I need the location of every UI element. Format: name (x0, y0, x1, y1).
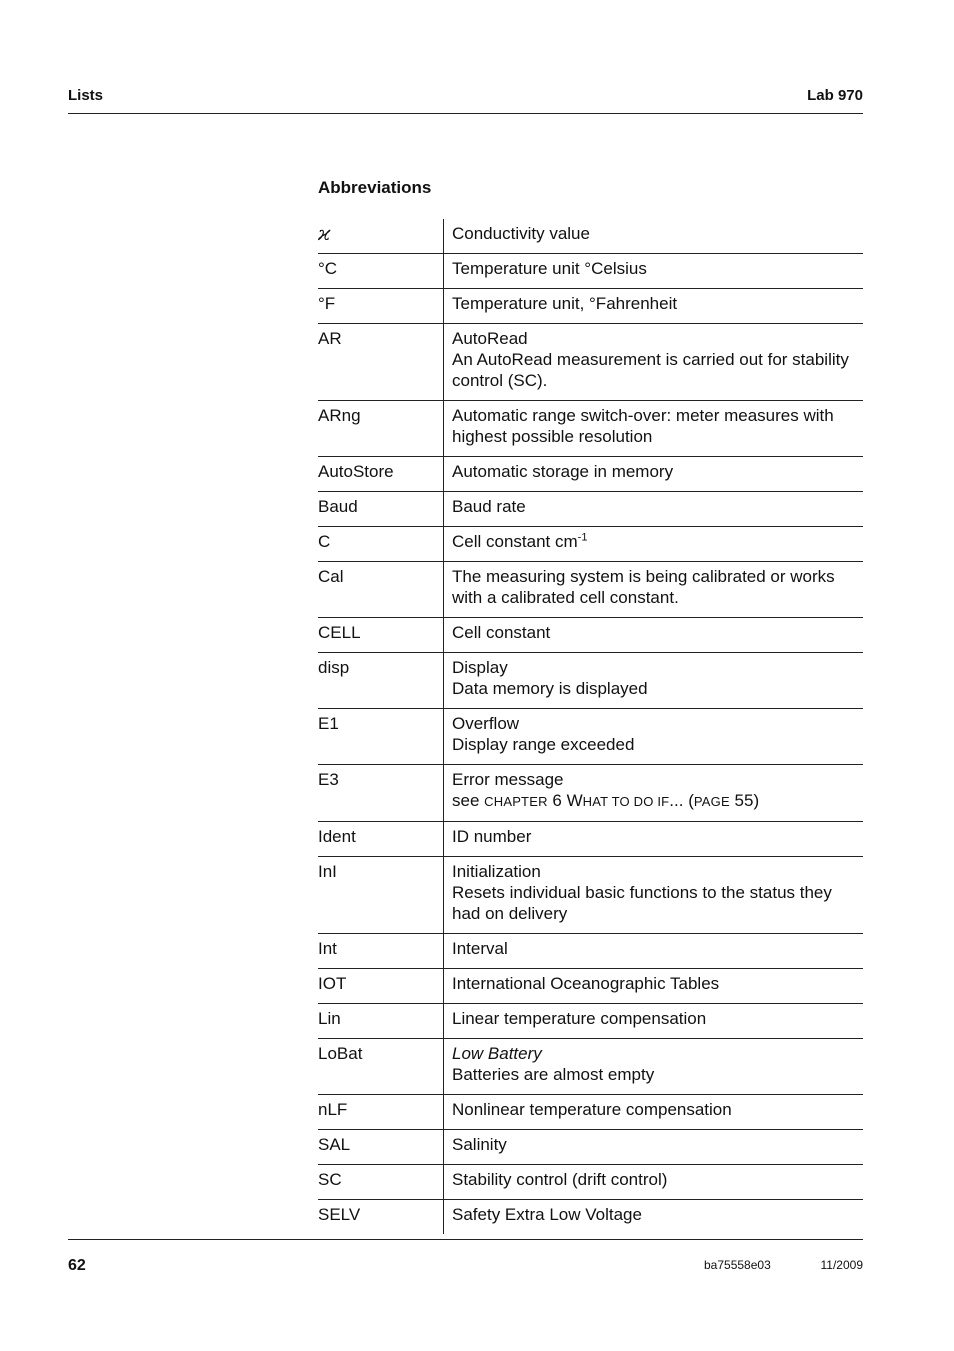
abbreviation-term: LoBat (318, 1039, 444, 1095)
abbreviation-term: AR (318, 324, 444, 401)
description-line (452, 349, 863, 391)
header-divider (68, 113, 863, 114)
description-line (452, 405, 863, 447)
description-line (452, 1043, 863, 1064)
abbreviation-description (444, 1004, 864, 1039)
description-line (452, 861, 863, 882)
description-text: Interval (452, 939, 508, 958)
abbreviation-description (444, 1200, 864, 1235)
description-text: Error message (452, 770, 564, 789)
table-row (318, 969, 863, 1004)
abbreviation-term: SELV (318, 1200, 444, 1235)
description-text: Display (452, 658, 508, 677)
abbreviation-description (444, 289, 864, 324)
table-row (318, 1095, 863, 1130)
description-line (452, 678, 863, 699)
description-text: AutoRead (452, 329, 528, 348)
description-text: Temperature unit, °Fahrenheit (452, 294, 678, 313)
abbreviation-term: AutoStore (318, 457, 444, 492)
description-text: Cell constant cm (452, 532, 578, 551)
abbreviation-term: ARng (318, 401, 444, 457)
table-row (318, 618, 863, 653)
table-row (318, 527, 863, 562)
table-row (318, 765, 863, 822)
table-row (318, 254, 863, 289)
description-text: Batteries are almost empty (452, 1065, 655, 1084)
reference-part: CHAPTER (484, 794, 548, 809)
description-line (452, 882, 863, 924)
abbreviation-description (444, 934, 864, 969)
table-row (318, 1004, 863, 1039)
reference-part: 6 (547, 791, 567, 810)
abbreviation-description (444, 709, 864, 765)
description-line (452, 1008, 863, 1029)
description-line (452, 713, 863, 734)
abbreviation-description (444, 219, 864, 254)
abbreviations-table-body (318, 219, 863, 1234)
abbreviation-description (444, 492, 864, 527)
table-row (318, 1165, 863, 1200)
reference-part: PAGE (693, 794, 730, 809)
abbreviation-term: nLF (318, 1095, 444, 1130)
description-text: Display range exceeded (452, 735, 635, 754)
table-row (318, 401, 863, 457)
description-line (452, 496, 863, 517)
table-row (318, 219, 863, 254)
page-title: Abbreviations (318, 178, 432, 197)
abbreviation-term: Int (318, 934, 444, 969)
table-row (318, 1200, 863, 1235)
table-row (318, 822, 863, 857)
description-text: Automatic storage in memory (452, 462, 674, 481)
abbreviations-table (318, 219, 863, 1234)
table-row (318, 562, 863, 618)
chapter-reference-link[interactable] (452, 790, 863, 812)
abbreviation-term: C (318, 527, 444, 562)
header-section-title: Lists (68, 87, 104, 104)
description-text: The measuring system is being calibrated or works with a calibrated cell constant. (452, 567, 835, 607)
table-row (318, 1039, 863, 1095)
description-line (452, 973, 863, 994)
description-line (452, 1134, 863, 1155)
description-text: Temperature unit °Celsius (452, 259, 647, 278)
description-line (452, 531, 863, 552)
description-line (452, 938, 863, 959)
document-id: ba75558e03 (704, 1258, 771, 1272)
abbreviation-description (444, 1165, 864, 1200)
description-text: Nonlinear temperature compensation (452, 1100, 732, 1119)
abbreviation-description (444, 969, 864, 1004)
description-line (452, 769, 863, 790)
abbreviation-description (444, 857, 864, 934)
abbreviation-term: E3 (318, 765, 444, 822)
table-row (318, 653, 863, 709)
abbreviation-term: Ident (318, 822, 444, 857)
table-row (318, 709, 863, 765)
description-line (452, 566, 863, 608)
abbreviation-term: Cal (318, 562, 444, 618)
abbreviation-description (444, 562, 864, 618)
description-line (452, 1064, 863, 1085)
description-line (452, 223, 863, 244)
abbreviation-term: E1 (318, 709, 444, 765)
description-text: ID number (452, 827, 532, 846)
abbreviation-term: Baud (318, 492, 444, 527)
description-line (452, 622, 863, 643)
abbreviation-term: Lin (318, 1004, 444, 1039)
abbreviation-description (444, 457, 864, 492)
abbreviation-description (444, 822, 864, 857)
table-row (318, 324, 863, 401)
abbreviation-term: SAL (318, 1130, 444, 1165)
abbreviation-term: °F (318, 289, 444, 324)
abbreviation-description (444, 765, 864, 822)
abbreviation-description (444, 254, 864, 289)
abbreviation-description (444, 1039, 864, 1095)
description-text: Data memory is displayed (452, 679, 648, 698)
table-row (318, 492, 863, 527)
abbreviation-description (444, 324, 864, 401)
reference-part: 55) (729, 791, 760, 810)
abbreviation-description (444, 1130, 864, 1165)
abbreviation-term: CELL (318, 618, 444, 653)
description-text: Low Battery (452, 1044, 542, 1063)
footer-divider (68, 1239, 863, 1240)
header-product-name: Lab 970 (807, 87, 863, 104)
abbreviation-term: InI (318, 857, 444, 934)
reference-part: see (452, 791, 485, 810)
description-text: An AutoRead measurement is carried out for stability control (SC). (452, 350, 849, 390)
description-text: Conductivity value (452, 224, 590, 243)
abbreviation-description (444, 401, 864, 457)
description-line (452, 293, 863, 314)
table-row (318, 457, 863, 492)
description-text: Initialization (452, 862, 541, 881)
document-date: 11/2009 (820, 1258, 863, 1272)
abbreviation-term: disp (318, 653, 444, 709)
description-text: Linear temperature compensation (452, 1009, 707, 1028)
page-number: 62 (68, 1257, 86, 1274)
abbreviation-description (444, 618, 864, 653)
table-row (318, 1130, 863, 1165)
description-line (452, 657, 863, 678)
description-text: Safety Extra Low Voltage (452, 1205, 642, 1224)
description-text: Salinity (452, 1135, 507, 1154)
reference-part: W (566, 791, 583, 810)
description-text: International Oceanographic Tables (452, 974, 720, 993)
table-row (318, 857, 863, 934)
table-row (318, 289, 863, 324)
description-text: Baud rate (452, 497, 526, 516)
description-line (452, 461, 863, 482)
table-row (318, 934, 863, 969)
abbreviation-term: °C (318, 254, 444, 289)
description-text: Resets individual basic functions to the status they had on delivery (452, 883, 832, 923)
description-line (452, 1099, 863, 1120)
description-line (452, 1169, 863, 1190)
description-text: Overflow (452, 714, 520, 733)
unit-exponent: -1 (577, 531, 588, 544)
description-line (452, 734, 863, 755)
abbreviation-term: SC (318, 1165, 444, 1200)
description-line (452, 1204, 863, 1225)
abbreviation-description (444, 1095, 864, 1130)
description-line (452, 826, 863, 847)
reference-part: ... ( (669, 791, 694, 810)
description-text: Cell constant (452, 623, 551, 642)
kappa-symbol: ϰ (318, 219, 444, 254)
description-line (452, 328, 863, 349)
description-text: Stability control (drift control) (452, 1170, 668, 1189)
abbreviation-description (444, 527, 864, 562)
reference-part: HAT TO DO IF (582, 794, 670, 809)
description-line (452, 258, 863, 279)
abbreviation-description (444, 653, 864, 709)
abbreviation-term: IOT (318, 969, 444, 1004)
description-text: Automatic range switch-over: meter measures with highest possible resolution (452, 406, 834, 446)
